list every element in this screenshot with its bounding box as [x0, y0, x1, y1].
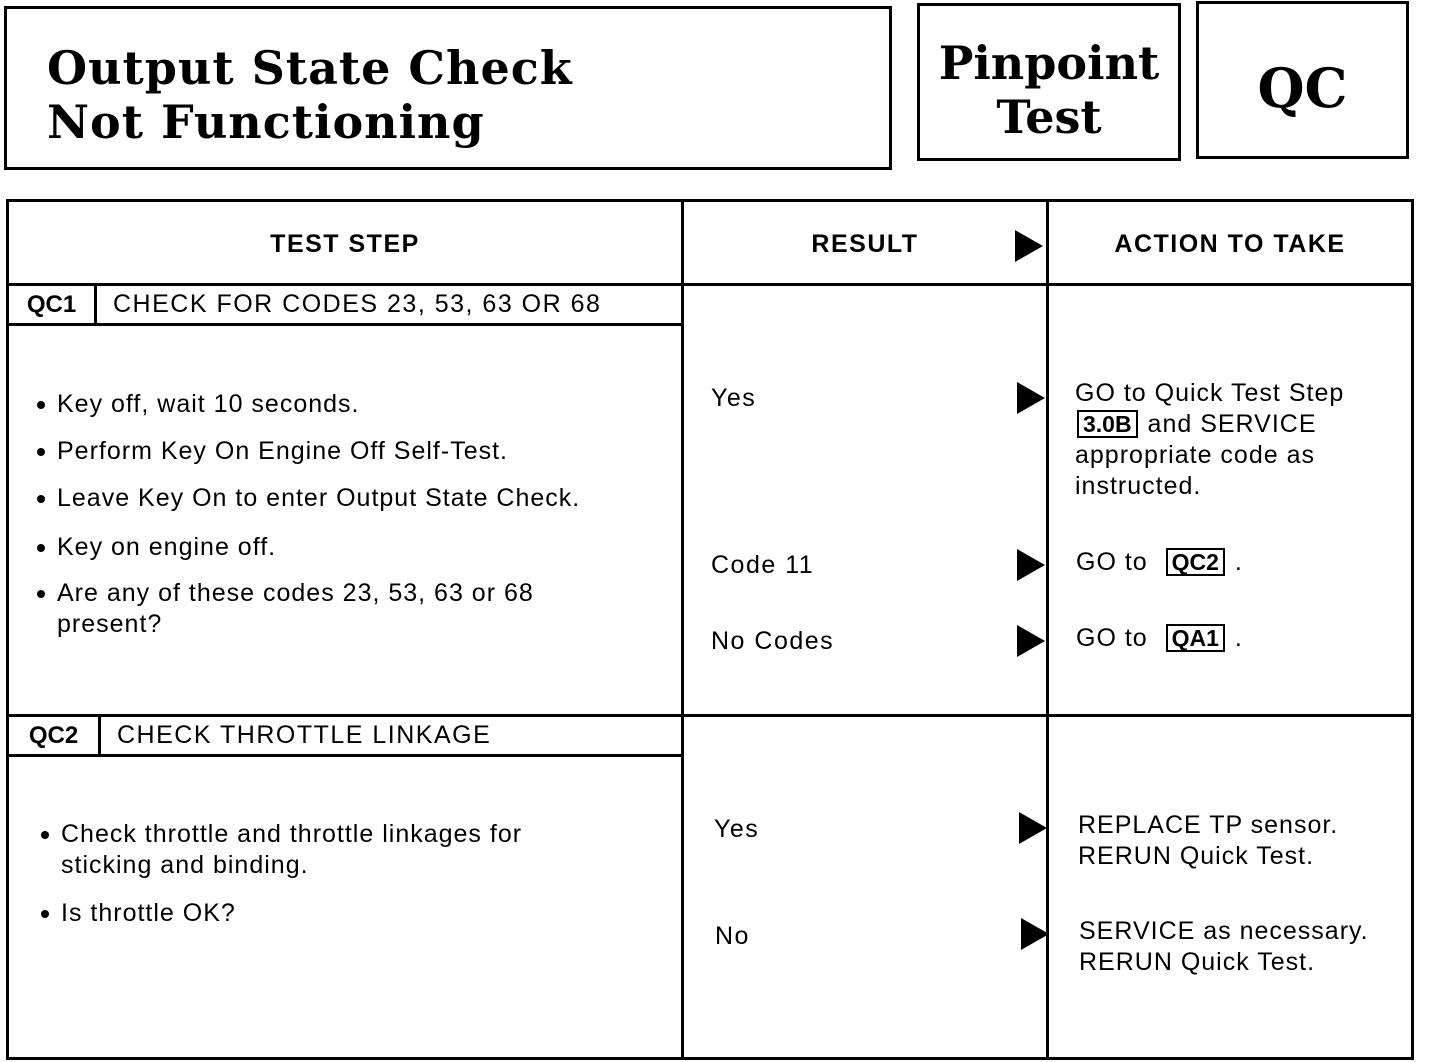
arrow-icon [1015, 230, 1043, 262]
arrow-icon [1017, 625, 1045, 657]
column-header-action: ACTION TO TAKE [1114, 229, 1346, 258]
step-reference: 3.0B [1077, 410, 1138, 438]
title-box [4, 6, 892, 170]
page-title-line-2: Not Functioning [47, 95, 485, 149]
action-text: GO to QC2 . [1076, 548, 1243, 576]
arrow-icon [1019, 812, 1047, 844]
test-code-box [1196, 1, 1409, 159]
step-id: QC1 [9, 286, 97, 323]
arrow-icon [1021, 918, 1049, 950]
arrow-icon [1017, 382, 1045, 414]
result-label: No Codes [711, 627, 835, 655]
column-header-test-step: TEST STEP [270, 229, 420, 258]
step-header-qc1 [9, 286, 681, 326]
action-text: GO to Quick Test Step 3.0B and SERVICE appropriate code as instructed. [1075, 379, 1345, 500]
result-label: Yes [711, 384, 757, 412]
pinpoint-label: Pinpoint [938, 36, 1160, 90]
list-item: Leave Key On to enter Output State Check. [57, 483, 580, 514]
step-title: CHECK THROTTLE LINKAGE [117, 721, 492, 749]
step-id: QC2 [9, 717, 101, 754]
list-item: Is throttle OK? [61, 898, 236, 929]
column-divider-result [681, 202, 684, 1057]
pinpoint-table [6, 199, 1414, 1060]
pinpoint-test-box [917, 3, 1181, 161]
list-item: Key on engine off. [57, 532, 276, 563]
result-label: No [715, 922, 750, 950]
page-title-line-1: Output State Check [47, 41, 573, 95]
result-label: Yes [714, 815, 760, 843]
step-reference: QA1 [1166, 624, 1225, 652]
step-reference: QC2 [1166, 548, 1225, 576]
list-item: Key off, wait 10 seconds. [57, 389, 359, 420]
arrow-icon [1017, 549, 1045, 581]
step-header-qc2 [9, 717, 681, 757]
action-text: GO to QA1 . [1076, 624, 1243, 652]
list-item: Perform Key On Engine Off Self-Test. [57, 436, 508, 467]
list-item: Are any of these codes 23, 53, 63 or 68 present? [57, 578, 534, 640]
test-code: QC [1257, 56, 1348, 120]
step-title: CHECK FOR CODES 23, 53, 63 OR 68 [113, 290, 602, 318]
action-text: REPLACE TP sensor. RERUN Quick Test. [1078, 811, 1339, 870]
action-text: SERVICE as necessary. RERUN Quick Test. [1079, 917, 1369, 976]
column-header-result: RESULT [811, 229, 919, 258]
result-label: Code 11 [711, 551, 815, 579]
test-label: Test [996, 90, 1102, 144]
list-item: Check throttle and throttle linkages for sticking and binding. [61, 819, 522, 881]
